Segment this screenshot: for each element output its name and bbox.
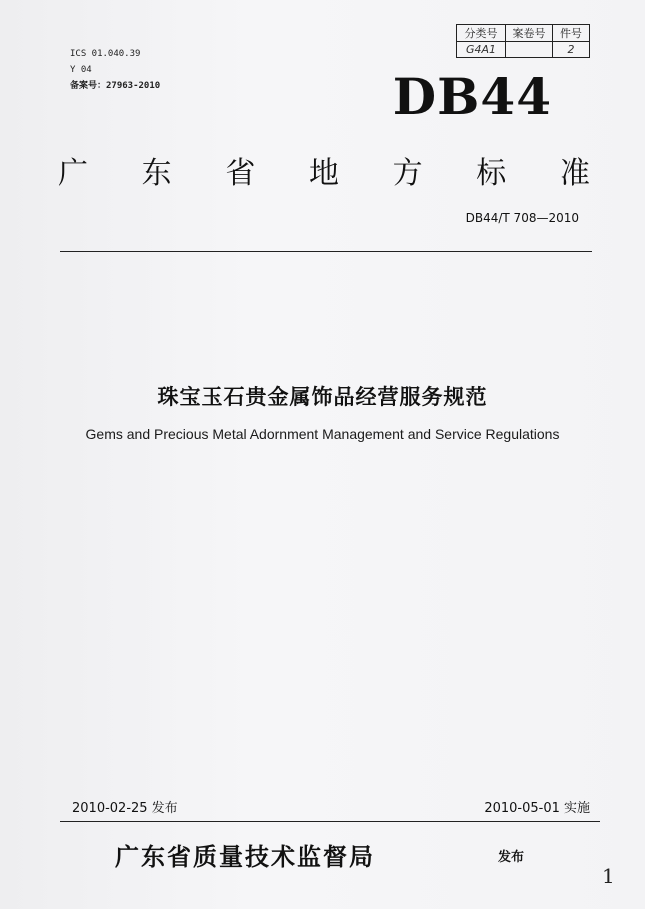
stamp-value-category: G4A1 bbox=[457, 42, 506, 58]
publisher-name: 广东省质量技术监督局 bbox=[115, 842, 375, 871]
document-title-english: Gems and Precious Metal Adornment Management and Service Regulations bbox=[85, 426, 560, 442]
heading-char: 省 bbox=[225, 156, 256, 191]
top-divider bbox=[60, 251, 592, 252]
ccs-code: Y 04 bbox=[70, 65, 92, 75]
heading-char: 标 bbox=[476, 156, 507, 191]
page-number: 1 bbox=[602, 864, 615, 888]
stamp-value-item: 2 bbox=[553, 42, 590, 58]
ics-code: ICS 01.040.39 bbox=[70, 49, 141, 59]
archive-stamp bbox=[456, 24, 590, 58]
standard-number: DB44/T 708—2010 bbox=[465, 211, 579, 225]
bottom-divider bbox=[60, 821, 600, 822]
stamp-header-volume: 案卷号 bbox=[506, 25, 553, 42]
heading-char: 地 bbox=[308, 156, 339, 191]
document-title-chinese: 珠宝玉石贵金属饰品经营服务规范 bbox=[157, 385, 488, 409]
heading-char: 准 bbox=[559, 156, 590, 191]
stamp-value-volume bbox=[506, 42, 553, 58]
implementation-date: 2010-05-01 实施 bbox=[484, 801, 590, 816]
filing-number: 备案号：27963-2010 bbox=[70, 81, 161, 91]
stamp-header-category: 分类号 bbox=[457, 25, 506, 42]
classification-block bbox=[70, 46, 160, 94]
heading-char: 东 bbox=[141, 156, 172, 191]
stamp-header-item: 件号 bbox=[553, 25, 590, 42]
heading-char: 广 bbox=[58, 156, 88, 191]
issue-date: 2010-02-25 发布 bbox=[72, 801, 178, 816]
standard-type-heading bbox=[58, 148, 590, 192]
heading-char: 方 bbox=[392, 156, 423, 191]
standard-code: DB44 bbox=[392, 67, 552, 126]
publish-label: 发布 bbox=[498, 850, 525, 865]
